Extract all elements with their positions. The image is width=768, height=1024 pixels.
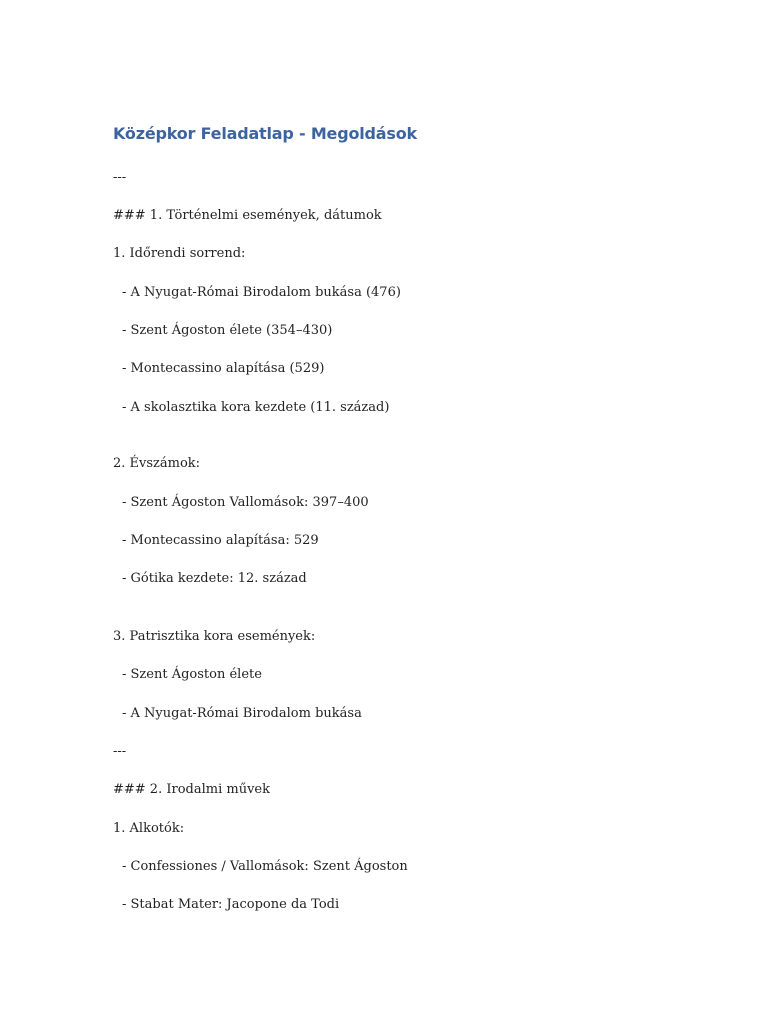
list-item: - Szent Ágoston élete [122,667,262,682]
section-heading: ### 1. Történelmi események, dátumok [113,208,382,223]
section-heading: ### 2. Irodalmi művek [113,782,270,797]
list-item: - Montecassino alapítása: 529 [122,533,319,548]
list-heading: 2. Évszámok: [113,456,201,471]
list-item: - Confessiones / Vallomások: Szent Ágoston [122,859,408,874]
list-heading: 1. Alkotók: [113,821,185,836]
separator-line: --- [113,744,127,759]
list-heading: 3. Patrisztika kora események: [113,629,316,644]
list-item: - Gótika kezdete: 12. század [122,571,307,586]
list-heading: 1. Időrendi sorrend: [113,246,246,261]
list-item: - Szent Ágoston Vallomások: 397–400 [122,495,369,510]
separator-line: --- [113,170,127,185]
list-item: - Szent Ágoston élete (354–430) [122,323,333,338]
list-item: - Stabat Mater: Jacopone da Todi [122,897,340,912]
list-item: - Montecassino alapítása (529) [122,361,325,376]
list-item: - A Nyugat-Római Birodalom bukása [122,706,362,721]
list-item: - A Nyugat-Római Birodalom bukása (476) [122,285,401,300]
list-item: - A skolasztika kora kezdete (11. század) [122,400,390,415]
document-title: Középkor Feladatlap - Megoldások [113,124,417,143]
